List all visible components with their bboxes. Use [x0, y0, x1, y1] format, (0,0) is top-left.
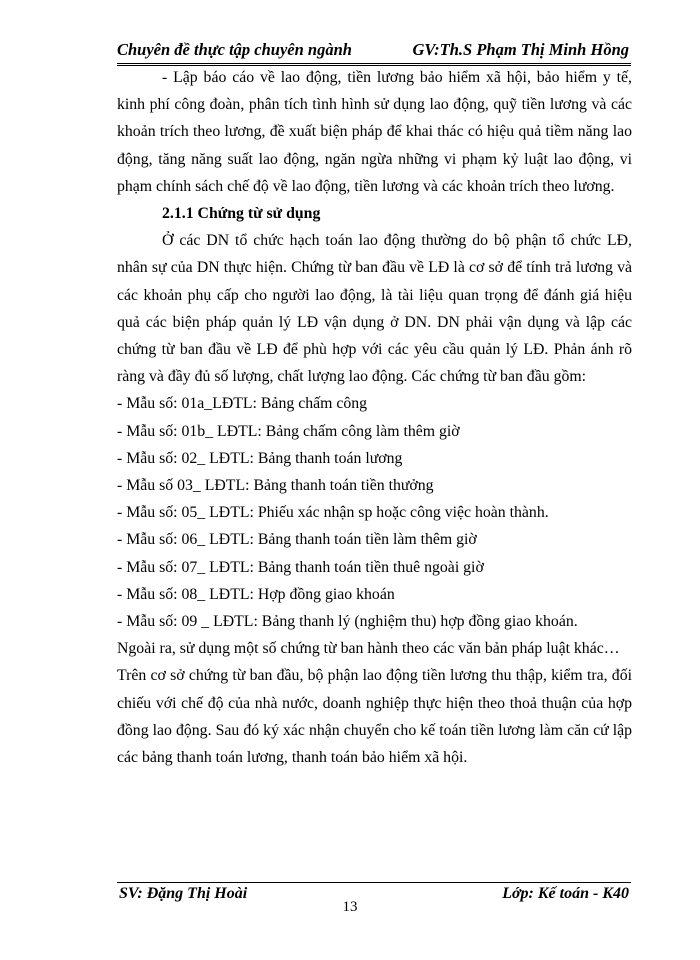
- paragraph-report-duties: - Lập báo cáo về lao động, tiền lương bảo hiểm xã hội, bảo hiểm y tế, kinh phí công đoàn, phân tích tình hình sử dụng lao động, quỹ tiền lương và các khoản trích theo lương, đề xuất biện pháp để khai thác có hiệu quả tiềm năng lao động, tăng năng suất lao động, ngăn ngừa những vi phạm kỷ luật lao động, vi phạm chính sách chế độ về lao động, tiền lương và các khoản trích theo lương.: [117, 69, 632, 195]
- footer-class: Lớp: Kế toán - K40: [502, 885, 629, 902]
- form-list: [117, 390, 632, 635]
- form-list-item: - Mẫu số: 09 _ LĐTL: Bảng thanh lý (nghiệm thu) hợp đồng giao khoán.: [117, 613, 578, 631]
- form-list-item: - Mẫu số: 06_ LĐTL: Bảng thanh toán tiền làm thêm giờ: [117, 531, 477, 549]
- form-list-item: - Mẫu số: 02_ LĐTL: Bảng thanh toán lương: [117, 449, 403, 467]
- form-list-item: - Mẫu số: 08_ LĐTL: Hợp đồng giao khoán: [117, 585, 395, 603]
- paragraph-process: Trên cơ sở chứng từ ban đầu, bộ phận lao động tiền lương thu thập, kiểm tra, đối chiếu với chế độ của nhà nước, doanh nghiệp thực hiện theo thoả thuận của hợp đồng lao động. Sau đó ký xác nhận chuyển cho kế toán tiền lương làm căn cứ lập các bảng thanh toán lương, thanh toán bảo hiểm xã hội.: [117, 667, 632, 767]
- form-list-item: - Mẫu số: 07_ LĐTL: Bảng thanh toán tiền thuê ngoài giờ: [117, 558, 484, 576]
- paragraph-initial-documents: Ở các DN tổ chức hạch toán lao động thường do bộ phận tổ chức LĐ, nhân sự của DN thực hiện. Chứng từ ban đầu về LĐ là cơ sở để tính trả lương và các khoản phụ cấp cho người lao động, là tài liệu quan trọng để đánh giá hiệu quả các biện pháp quản lý LĐ vận dụng ở DN. DN phải vận dụng và lập các chứng từ ban đầu về LĐ để phù hợp với các yêu cầu quản lý LĐ. Phản ánh rõ ràng và đầy đủ số lượng, chất lượng lao động. Các chứng từ ban đầu gồm:: [117, 232, 632, 386]
- page-number: 13: [342, 899, 358, 915]
- paragraph-other-documents: Ngoài ra, sử dụng một số chứng từ ban hành theo các văn bản pháp luật khác…: [117, 640, 620, 658]
- form-list-item: - Mẫu số: 01b_ LĐTL: Bảng chấm công làm thêm giờ: [117, 422, 460, 440]
- document-body: [117, 64, 632, 771]
- page-header: [117, 38, 631, 66]
- header-instructor: GV:Th.S Phạm Thị Minh Hồng: [412, 40, 629, 59]
- form-list-item: - Mẫu số: 01a_LĐTL: Bảng chấm công: [117, 395, 368, 413]
- footer-student-name: SV: Đặng Thị Hoài: [119, 885, 248, 902]
- footer-divider: [117, 882, 631, 883]
- form-list-item: - Mẫu số 03_ LĐTL: Bảng thanh toán tiền thưởng: [117, 477, 434, 495]
- header-course-title: Chuyên đề thực tập chuyên ngành: [117, 40, 352, 59]
- form-list-item: - Mẫu số: 05_ LĐTL: Phiếu xác nhận sp hoặc công việc hoàn thành.: [117, 504, 549, 522]
- section-heading: 2.1.1 Chứng từ sử dụng: [162, 205, 321, 223]
